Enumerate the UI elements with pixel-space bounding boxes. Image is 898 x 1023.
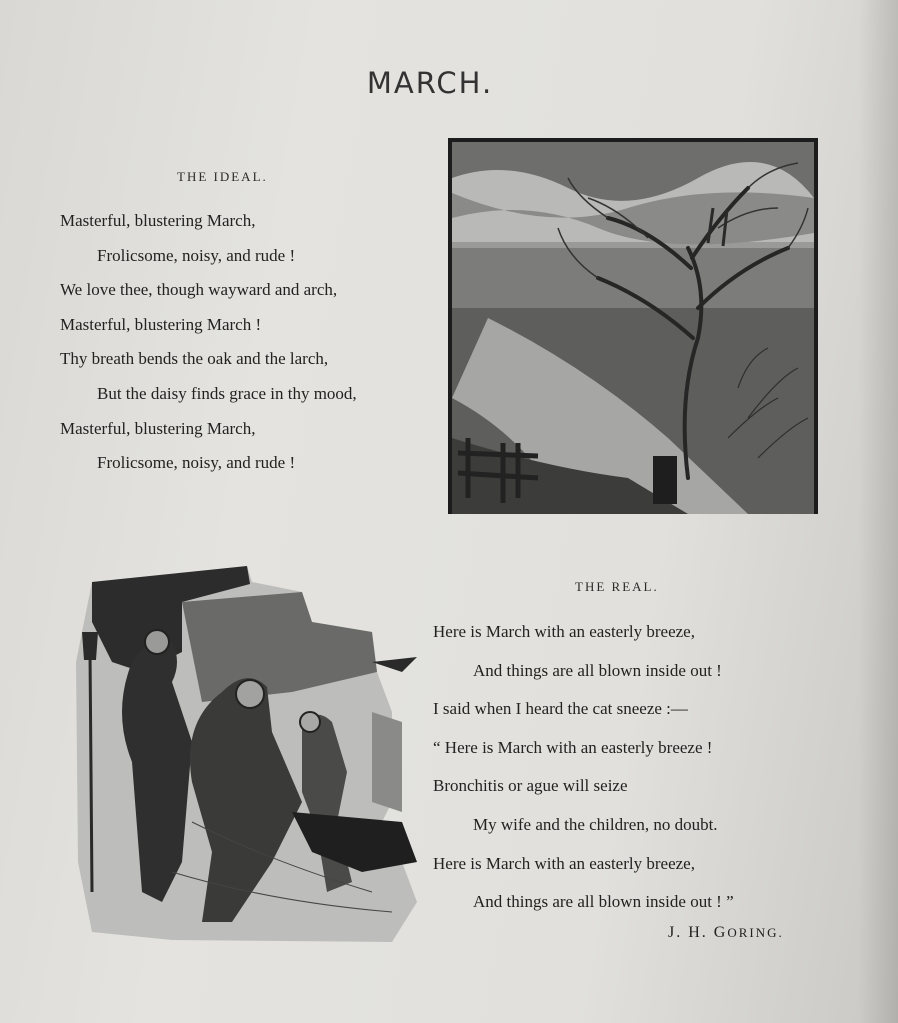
poem-line: I said when I heard the cat sneeze :— xyxy=(433,699,688,719)
poem-line: Frolicsome, noisy, and rude ! xyxy=(97,245,296,265)
author-surname: ORING. xyxy=(727,925,784,940)
poem-line: And things are all blown inside out ! xyxy=(473,660,722,680)
ideal-poem xyxy=(60,204,357,481)
poem-line: “ Here is March with an easterly breeze ! xyxy=(433,737,713,757)
poem-line: Thy breath bends the oak and the larch, xyxy=(60,349,329,369)
poem-line: And things are all blown inside out ! ” xyxy=(473,892,734,912)
ideal-heading: THE IDEAL. xyxy=(177,169,268,184)
poem-line: Masterful, blustering March ! xyxy=(60,314,262,334)
poem-line: Masterful, blustering March, xyxy=(60,418,256,438)
page-title: MARCH. xyxy=(366,66,494,100)
windy-street-figures-icon xyxy=(72,562,424,946)
real-poem xyxy=(433,613,734,922)
page-edge-shadow xyxy=(858,0,898,1023)
poem-line: But the daisy finds grace in thy mood, xyxy=(97,383,357,403)
poem-line: Frolicsome, noisy, and rude ! xyxy=(97,453,296,473)
poem-line: We love thee, though wayward and arch, xyxy=(60,280,338,300)
poem-line: Bronchitis or ague will seize xyxy=(433,776,628,796)
author-initials: J. H. G xyxy=(668,924,728,941)
poem-line: Here is March with an easterly breeze, xyxy=(433,622,695,641)
windswept-tree-landscape-icon xyxy=(448,138,820,514)
poem-line: Here is March with an easterly breeze, xyxy=(433,853,695,873)
poem-line: My wife and the children, no doubt. xyxy=(473,814,718,834)
real-heading: THE REAL. xyxy=(575,579,659,594)
poem-line: Masterful, blustering March, xyxy=(60,211,256,230)
author-attribution xyxy=(668,924,784,942)
